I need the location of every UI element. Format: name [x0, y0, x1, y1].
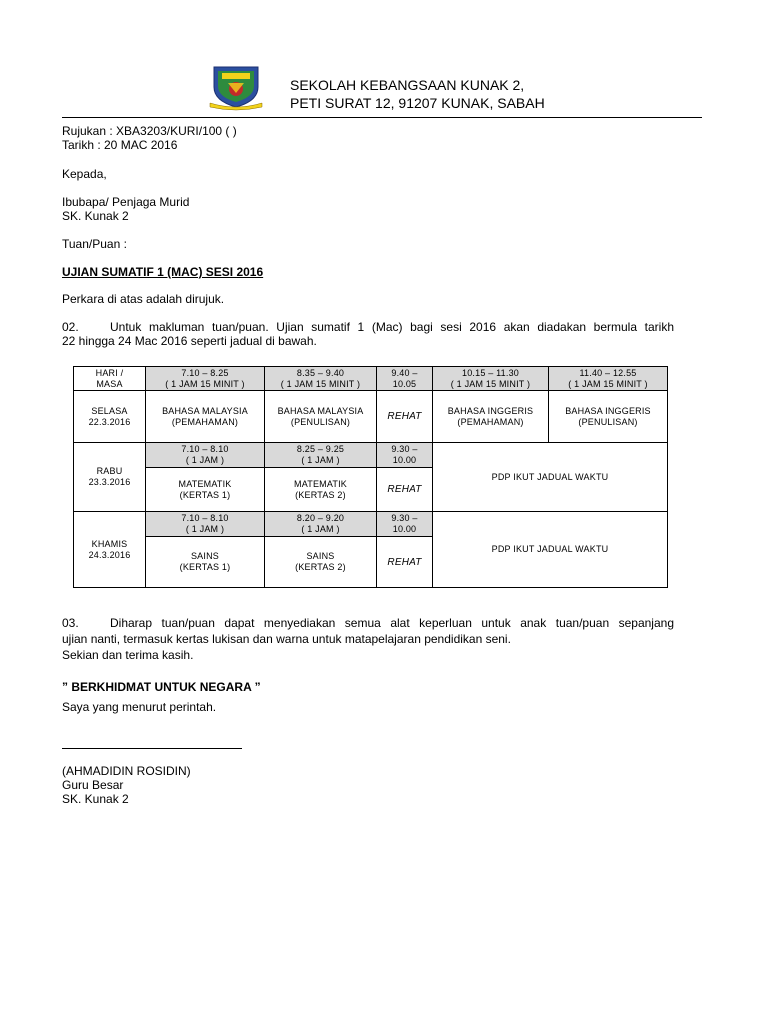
- break-cell: REHAT: [377, 537, 433, 588]
- reference-number: Rujukan : XBA3203/KURI/100 ( ): [62, 124, 237, 138]
- subject-cell: BAHASA MALAYSIA (PENULISAN): [265, 391, 377, 443]
- slot-header: 9.40 – 10.05: [377, 367, 433, 391]
- slot-header: 8.35 – 9.40 ( 1 JAM 15 MINIT ): [265, 367, 377, 391]
- paragraph-03-number: 03.: [62, 616, 79, 630]
- subject-cell: BAHASA MALAYSIA (PEMAHAMAN): [146, 391, 265, 443]
- paragraph-03-line-1: 03. Diharap tuan/puan dapat menyediakan semua alat keperluan untuk anak tuan/puan sepanjang: [62, 616, 674, 630]
- schedule-row-rabu-times: [74, 443, 668, 468]
- recipient-heading: Kepada,: [62, 167, 107, 181]
- day-cell: KHAMIS 24.3.2016: [74, 512, 146, 588]
- subject-cell: MATEMATIK (KERTAS 2): [265, 468, 377, 512]
- day-cell: RABU 23.3.2016: [74, 443, 146, 512]
- time-cell: 7.10 – 8.10 ( 1 JAM ): [146, 443, 265, 468]
- school-address: PETI SURAT 12, 91207 KUNAK, SABAH: [290, 95, 545, 111]
- letter-date: Tarikh : 20 MAC 2016: [62, 138, 178, 152]
- school-crest-icon: [208, 63, 264, 111]
- schedule-row-selasa: [74, 391, 668, 443]
- subject-cell: BAHASA INGGERIS (PENULISAN): [549, 391, 668, 443]
- subject-cell: MATEMATIK (KERTAS 1): [146, 468, 265, 512]
- intro-paragraph: Perkara di atas adalah dirujuk.: [62, 292, 225, 306]
- break-cell: REHAT: [377, 391, 433, 443]
- signatory-name: (AHMADIDIN ROSIDIN): [62, 764, 191, 778]
- time-cell: 9.30 – 10.00: [377, 512, 433, 537]
- schedule-row-khamis-times: [74, 512, 668, 537]
- signatory-title: Guru Besar: [62, 778, 124, 792]
- letter-subject: UJIAN SUMATIF 1 (MAC) SESI 2016: [62, 265, 264, 279]
- header-divider: [62, 117, 702, 118]
- motto: ” BERKHIDMAT UNTUK NEGARA ”: [62, 680, 261, 694]
- slot-header: 7.10 – 8.25 ( 1 JAM 15 MINIT ): [146, 367, 265, 391]
- paragraph-02-line-1: 02. Untuk makluman tuan/puan. Ujian sumatif 1 (Mac) bagi sesi 2016 akan diadakan bermula tarikh: [62, 320, 674, 334]
- slot-header: 10.15 – 11.30 ( 1 JAM 15 MINIT ): [433, 367, 549, 391]
- schedule-header-row: [74, 367, 668, 391]
- paragraph-02-line-2: 22 hingga 24 Mac 2016 seperti jadual di bawah.: [62, 334, 317, 348]
- time-cell: 9.30 – 10.00: [377, 443, 433, 468]
- signature-line: [62, 748, 242, 749]
- slot-header: 11.40 – 12.55 ( 1 JAM 15 MINIT ): [549, 367, 668, 391]
- exam-schedule-table: [73, 366, 668, 588]
- salutation: Tuan/Puan :: [62, 237, 127, 251]
- signatory-school: SK. Kunak 2: [62, 792, 129, 806]
- day-cell: SELASA 22.3.2016: [74, 391, 146, 443]
- school-name: SEKOLAH KEBANGSAAN KUNAK 2,: [290, 77, 525, 93]
- pdp-cell: PDP IKUT JADUAL WAKTU: [433, 512, 668, 588]
- recipient-line-1: Ibubapa/ Penjaga Murid: [62, 195, 190, 209]
- day-time-header: HARI / MASA: [74, 367, 146, 391]
- time-cell: 8.25 – 9.25 ( 1 JAM ): [265, 443, 377, 468]
- recipient-line-2: SK. Kunak 2: [62, 209, 129, 223]
- time-cell: 8.20 – 9.20 ( 1 JAM ): [265, 512, 377, 537]
- subject-cell: BAHASA INGGERIS (PEMAHAMAN): [433, 391, 549, 443]
- closing-line: Saya yang menurut perintah.: [62, 700, 217, 714]
- subject-cell: SAINS (KERTAS 1): [146, 537, 265, 588]
- subject-cell: SAINS (KERTAS 2): [265, 537, 377, 588]
- time-cell: 7.10 – 8.10 ( 1 JAM ): [146, 512, 265, 537]
- paragraph-02-number: 02.: [62, 320, 79, 334]
- pdp-cell: PDP IKUT JADUAL WAKTU: [433, 443, 668, 512]
- closing-thanks: Sekian dan terima kasih.: [62, 648, 194, 662]
- paragraph-03-line-2: ujian nanti, termasuk kertas lukisan dan warna untuk matapelajaran pendidikan seni.: [62, 632, 511, 646]
- break-cell: REHAT: [377, 468, 433, 512]
